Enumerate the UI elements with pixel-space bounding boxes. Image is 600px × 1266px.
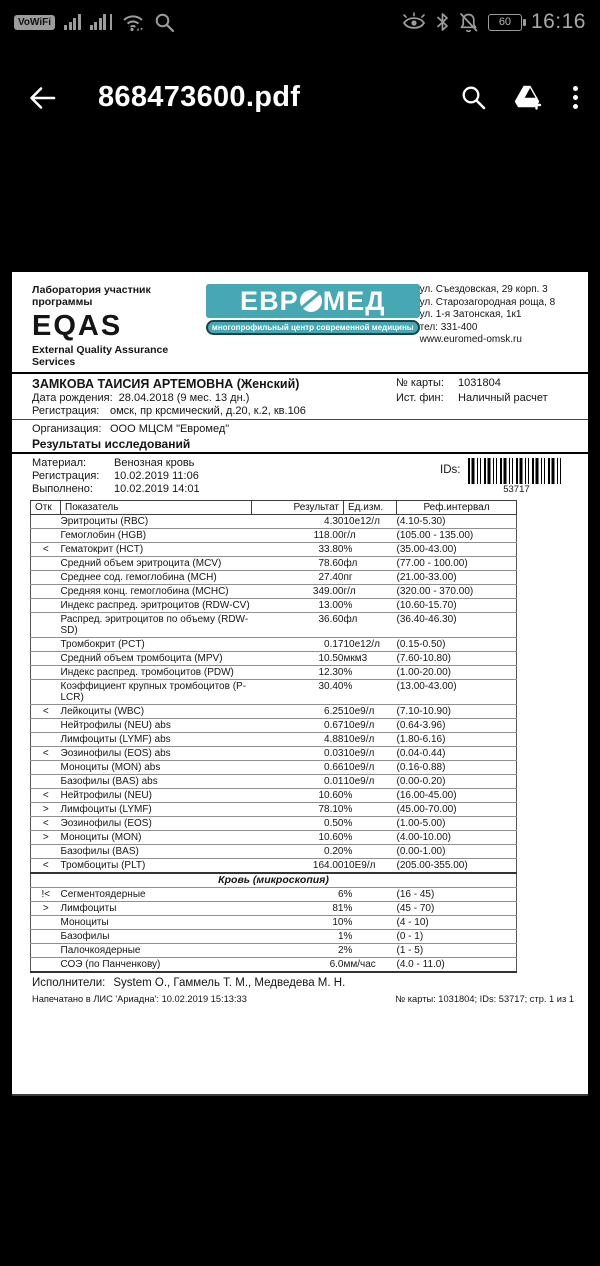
wifi-icon (121, 12, 145, 32)
cell-res: 10.60 (252, 789, 344, 803)
cell-name: Базофилы (BAS) abs (61, 775, 252, 789)
cell-res: 30.40 (252, 680, 344, 705)
clinic-address-line: ул. Съездовская, 29 корп. 3 (419, 284, 548, 295)
table-row (31, 652, 517, 666)
vowifi-badge: VoWiFi (14, 15, 55, 30)
cell-unit: % (344, 944, 397, 958)
cell-flag (31, 599, 61, 613)
table-row (31, 638, 517, 652)
cell-flag (31, 775, 61, 789)
slashed-o-glyph (300, 290, 322, 312)
table-row (31, 831, 517, 845)
clinic-tagline: многопрофильный центр современной медицины (206, 320, 420, 335)
clinic-address-line: ул. Старозагородная роща, 8 (419, 296, 556, 308)
table-section-header (31, 873, 517, 888)
cell-flag (31, 529, 61, 543)
cell-ref: (36.40-46.30) (397, 613, 517, 638)
clock-time: 16:16 (530, 10, 586, 33)
cell-res: 6.0 (252, 958, 344, 973)
cell-name: Палочкоядерные (61, 944, 252, 958)
eye-comfort-icon (401, 12, 427, 32)
search-status-icon (154, 12, 175, 33)
cell-ref: (21.00-33.00) (397, 571, 517, 585)
print-footer (12, 989, 588, 1004)
add-to-drive-button[interactable] (513, 84, 543, 111)
cell-unit: 10e12/л (344, 515, 397, 529)
table-row (31, 585, 517, 599)
cell-unit: % (344, 888, 397, 902)
cell-ref: (4.00-10.00) (397, 831, 517, 845)
col-header-flag: Отк (31, 501, 61, 515)
card-number-label: № карты: (396, 377, 444, 389)
table-row (31, 902, 517, 916)
cell-res: 6.25 (252, 705, 344, 719)
table-row (31, 845, 517, 859)
cell-unit: фл (344, 613, 397, 638)
cell-name: Сегментоядерные (61, 888, 252, 902)
cell-unit: % (344, 543, 397, 557)
cell-flag (31, 515, 61, 529)
table-row (31, 761, 517, 775)
eqas-subtitle: External Quality Assurance Services (32, 344, 169, 368)
cell-flag (31, 585, 61, 599)
clinic-logo-box (206, 284, 420, 318)
table-row (31, 613, 517, 638)
clinic-address-line: тел: 331-400 (419, 321, 478, 333)
cell-ref: (16 - 45) (397, 888, 517, 902)
cell-ref: (45.00-70.00) (397, 803, 517, 817)
cell-unit: % (344, 789, 397, 803)
cell-res: 10.60 (252, 831, 344, 845)
cell-unit: г/л (344, 529, 397, 543)
cell-ref: (7.10-10.90) (397, 705, 517, 719)
cell-flag (31, 930, 61, 944)
cell-ref: (10.60-15.70) (397, 599, 517, 613)
table-row (31, 817, 517, 831)
cell-flag: > (31, 902, 61, 916)
table-row (31, 888, 517, 902)
barcode-number: 53717 (503, 484, 530, 495)
col-header-name: Показатель (61, 501, 252, 515)
done-value: 10.02.2019 14:01 (114, 483, 200, 495)
cell-name: Средний объем тромбоцита (MPV) (61, 652, 252, 666)
specimen-info (12, 454, 588, 500)
table-row (31, 705, 517, 719)
cell-res: 4.30 (252, 515, 344, 529)
cell-res: 164.00 (252, 859, 344, 874)
col-header-ref: Реф.интервал (397, 501, 517, 515)
cell-res: 10 (252, 916, 344, 930)
cell-flag (31, 761, 61, 775)
cell-ref: (4 - 10) (397, 916, 517, 930)
cell-name: Базофилы (BAS) (61, 845, 252, 859)
cell-flag (31, 666, 61, 680)
organization-value: ООО МЦСМ "Евромед" (110, 423, 230, 435)
clinic-address-line: ул. 1-я Затонская, 1к1 (419, 309, 522, 321)
fin-source-value: Наличный расчет (458, 392, 548, 404)
pdf-page (12, 272, 588, 1094)
cell-name: Средний объем эритроцита (MCV) (61, 557, 252, 571)
cell-flag: < (31, 789, 61, 803)
table-row (31, 529, 517, 543)
cell-flag: !< (31, 888, 61, 902)
cell-unit: 10e9/л (344, 705, 397, 719)
birth-date-label: Дата рождения: (32, 392, 113, 404)
table-row (31, 803, 517, 817)
cell-flag (31, 958, 61, 973)
table-row (31, 666, 517, 680)
cell-flag: > (31, 831, 61, 845)
cell-res: 4.88 (252, 733, 344, 747)
cell-name: Тромбоциты (PLT) (61, 859, 252, 874)
cell-unit: % (344, 930, 397, 944)
cell-flag (31, 652, 61, 666)
card-number-value: 1031804 (458, 377, 501, 389)
cell-name: Моноциты (MON) abs (61, 761, 252, 775)
bluetooth-icon (436, 12, 449, 32)
cell-name: Эритроциты (RBC) (61, 515, 252, 529)
specimen-reg-label: Регистрация: (32, 470, 100, 482)
cell-flag: < (31, 705, 61, 719)
cell-ref: (320.00 - 370.00) (397, 585, 517, 599)
document-title: 868473600.pdf (98, 81, 301, 113)
back-button[interactable] (22, 84, 62, 112)
cell-name: Лимфоциты (LYMF) (61, 803, 252, 817)
cell-ref: (45 - 70) (397, 902, 517, 916)
cell-res: 36.60 (252, 613, 344, 638)
table-row (31, 747, 517, 761)
cell-name: Среднее сод. гемоглобина (MCH) (61, 571, 252, 585)
cell-ref: (1.00-5.00) (397, 817, 517, 831)
cell-flag: < (31, 859, 61, 874)
cell-unit: 10e9/л (344, 733, 397, 747)
table-row (31, 733, 517, 747)
table-row (31, 916, 517, 930)
status-bar (0, 0, 600, 44)
cell-unit: г/л (344, 585, 397, 599)
overflow-menu-button[interactable] (569, 82, 582, 113)
cell-flag (31, 719, 61, 733)
performers-value: System О., Гаммель Т. М., Медведева М. Н. (113, 977, 346, 989)
cell-res: 78.10 (252, 803, 344, 817)
cell-flag (31, 733, 61, 747)
cell-res: 0.50 (252, 817, 344, 831)
table-row (31, 944, 517, 958)
cell-unit: 10e9/л (344, 747, 397, 761)
cell-unit: % (344, 803, 397, 817)
registration-value: омск, пр крсмический, д.20, к.2, кв.106 (110, 405, 306, 417)
results-table-header (31, 501, 517, 515)
cell-res: 0.66 (252, 761, 344, 775)
cell-unit: 10e9/л (344, 761, 397, 775)
cell-ref: (4.0 - 11.0) (397, 958, 517, 973)
fin-source-label: Ист. фин: (396, 392, 444, 404)
barcode (468, 458, 564, 484)
cell-name: Лейкоциты (WBC) (61, 705, 252, 719)
table-row (31, 958, 517, 973)
clinic-address (420, 284, 574, 368)
cell-name: Лимфоциты (61, 902, 252, 916)
birth-date-value: 28.04.2018 (9 мес. 13 дн.) (118, 392, 250, 404)
cell-unit: пг (344, 571, 397, 585)
cell-unit: 10e9/л (344, 719, 397, 733)
cell-res: 78.60 (252, 557, 344, 571)
cell-res: 118.00 (252, 529, 344, 543)
cell-name: Гемоглобин (HGB) (61, 529, 252, 543)
clinic-address-line: www.euromed-omsk.ru (419, 334, 522, 346)
table-row (31, 543, 517, 557)
cell-flag (31, 571, 61, 585)
patient-info (12, 374, 588, 417)
cell-res: 1 (252, 930, 344, 944)
cell-name: Лимфоциты (LYMF) abs (61, 733, 252, 747)
ids-label: IDs: (440, 464, 461, 476)
eqas-block (32, 284, 206, 368)
cell-ref: (0.00-0.20) (397, 775, 517, 789)
cell-res: 81 (252, 902, 344, 916)
done-label: Выполнено: (32, 483, 93, 495)
table-row (31, 599, 517, 613)
cell-res: 349.00 (252, 585, 344, 599)
cell-name: Моноциты (61, 916, 252, 930)
specimen-reg-value: 10.02.2019 11:06 (114, 470, 199, 482)
results-section-title: Результаты исследований (32, 437, 191, 451)
cell-name: Распред. эритроцитов по объему (RDW-SD) (61, 613, 252, 638)
performers-row (12, 973, 588, 989)
cell-flag: < (31, 543, 61, 557)
footer-right: № карты: 1031804; IDs: 53717; стр. 1 из 1 (395, 994, 574, 1004)
table-row (31, 930, 517, 944)
cell-unit: 10E9/л (344, 859, 397, 874)
cell-name: Средняя конц. гемоглобина (MCHC) (61, 585, 252, 599)
cell-name: Индекс распред. тромбоцитов (PDW) (61, 666, 252, 680)
table-row (31, 859, 517, 874)
cell-ref: (0.00-1.00) (397, 845, 517, 859)
cell-res: 2 (252, 944, 344, 958)
section-title: Кровь (микроскопия) (31, 873, 517, 888)
cell-name: Тромбокрит (PCT) (61, 638, 252, 652)
clinic-logo-text: ЕВР МЕД (240, 286, 386, 316)
cell-res: 10.50 (252, 652, 344, 666)
material-value: Венозная кровь (114, 457, 195, 469)
cell-unit: фл (344, 557, 397, 571)
organization-row (12, 420, 588, 435)
registration-label: Регистрация: (32, 405, 100, 417)
cell-unit: мм/час (344, 958, 397, 973)
cell-res: 0.01 (252, 775, 344, 789)
cell-res: 12.30 (252, 666, 344, 680)
cell-ref: (0 - 1) (397, 930, 517, 944)
app-bar (0, 55, 600, 140)
cell-ref: (4.10-5.30) (397, 515, 517, 529)
cell-flag (31, 638, 61, 652)
cell-ref: (35.00-43.00) (397, 543, 517, 557)
cell-res: 13.00 (252, 599, 344, 613)
cell-flag (31, 916, 61, 930)
back-arrow-icon (26, 84, 58, 112)
patient-name: ЗАМКОВА ТАИСИЯ АРТЕМОВНА (Женский) (32, 377, 300, 391)
battery-percentage: 60 (498, 16, 512, 28)
cell-ref: (1.80-6.16) (397, 733, 517, 747)
cell-unit: % (344, 831, 397, 845)
table-row (31, 775, 517, 789)
cell-flag (31, 557, 61, 571)
col-header-unit: Ед.изм. (344, 501, 397, 515)
cell-ref: (16.00-45.00) (397, 789, 517, 803)
organization-label: Организация: (32, 423, 102, 435)
table-row (31, 719, 517, 733)
cell-unit: % (344, 599, 397, 613)
cell-name: Эозинофилы (EOS) (61, 817, 252, 831)
cell-name: Нейтрофилы (NEU) abs (61, 719, 252, 733)
cell-name: Базофилы (61, 930, 252, 944)
cell-unit: % (344, 845, 397, 859)
search-button[interactable] (460, 84, 487, 111)
cell-res: 0.17 (252, 638, 344, 652)
col-header-result: Результат (252, 501, 344, 515)
signal-strength-icon-sim1 (64, 14, 81, 30)
cell-name: СОЭ (по Панченкову) (61, 958, 252, 973)
cell-res: 0.20 (252, 845, 344, 859)
cell-res: 0.03 (252, 747, 344, 761)
material-label: Материал: (32, 457, 87, 469)
cell-ref: (1 - 5) (397, 944, 517, 958)
cell-ref: (0.16-0.88) (397, 761, 517, 775)
table-row (31, 557, 517, 571)
cell-flag: < (31, 817, 61, 831)
signal-strength-icon-sim2 (90, 14, 112, 30)
cell-flag: > (31, 803, 61, 817)
cell-unit: % (344, 666, 397, 680)
cell-unit: 10e12/л (344, 638, 397, 652)
cell-ref: (1.00-20.00) (397, 666, 517, 680)
cell-flag: < (31, 747, 61, 761)
cell-name: Индекс распред. эритроцитов (RDW-CV) (60, 600, 250, 611)
cell-unit: % (344, 902, 397, 916)
table-row (31, 571, 517, 585)
cell-ref: (0.64-3.96) (397, 719, 517, 733)
cell-unit: 10e9/л (344, 775, 397, 789)
cell-ref: (0.04-0.44) (397, 747, 517, 761)
lab-program-line: Лаборатория участник программы (32, 284, 151, 308)
cell-unit: % (344, 680, 397, 705)
cell-name: Нейтрофилы (NEU) (61, 789, 252, 803)
cell-ref: (7.60-10.80) (397, 652, 517, 666)
cell-name: Гематокрит (HCT) (61, 543, 252, 557)
cell-unit: мкм3 (344, 652, 397, 666)
cell-res: 33.80 (252, 543, 344, 557)
results-table (30, 500, 517, 973)
table-row (31, 515, 517, 529)
cell-res: 0.67 (252, 719, 344, 733)
table-row (31, 680, 517, 705)
cell-ref: (105.00 - 135.00) (397, 529, 517, 543)
cell-flag (31, 680, 61, 705)
clinic-logo (206, 284, 420, 368)
cell-name: Коэффициент крупных тромбоцитов (P-LCR) (61, 680, 252, 705)
cell-res: 6 (252, 888, 344, 902)
cell-ref: (13.00-43.00) (397, 680, 517, 705)
mute-bell-icon (458, 12, 479, 33)
cell-unit: % (344, 817, 397, 831)
cell-flag (31, 944, 61, 958)
barcode-block (440, 458, 564, 495)
report-header (12, 272, 588, 372)
cell-unit: % (344, 916, 397, 930)
cell-name: Моноциты (MON) (61, 831, 252, 845)
cell-flag (31, 613, 61, 638)
printed-line: Напечатано в ЛИС 'Ариадна': 10.02.2019 15:13:33 (32, 994, 247, 1004)
eqas-logo-text: EQAS (32, 310, 123, 342)
cell-name: Эозинофилы (EOS) abs (61, 747, 252, 761)
performers-label: Исполнители: (32, 977, 106, 989)
battery-icon (488, 14, 522, 31)
cell-res: 27.40 (252, 571, 344, 585)
cell-ref: (0.15-0.50) (397, 638, 517, 652)
cell-ref: (205.00-355.00) (397, 859, 517, 874)
cell-ref: (77.00 - 100.00) (397, 557, 517, 571)
table-row (31, 789, 517, 803)
cell-flag (31, 845, 61, 859)
